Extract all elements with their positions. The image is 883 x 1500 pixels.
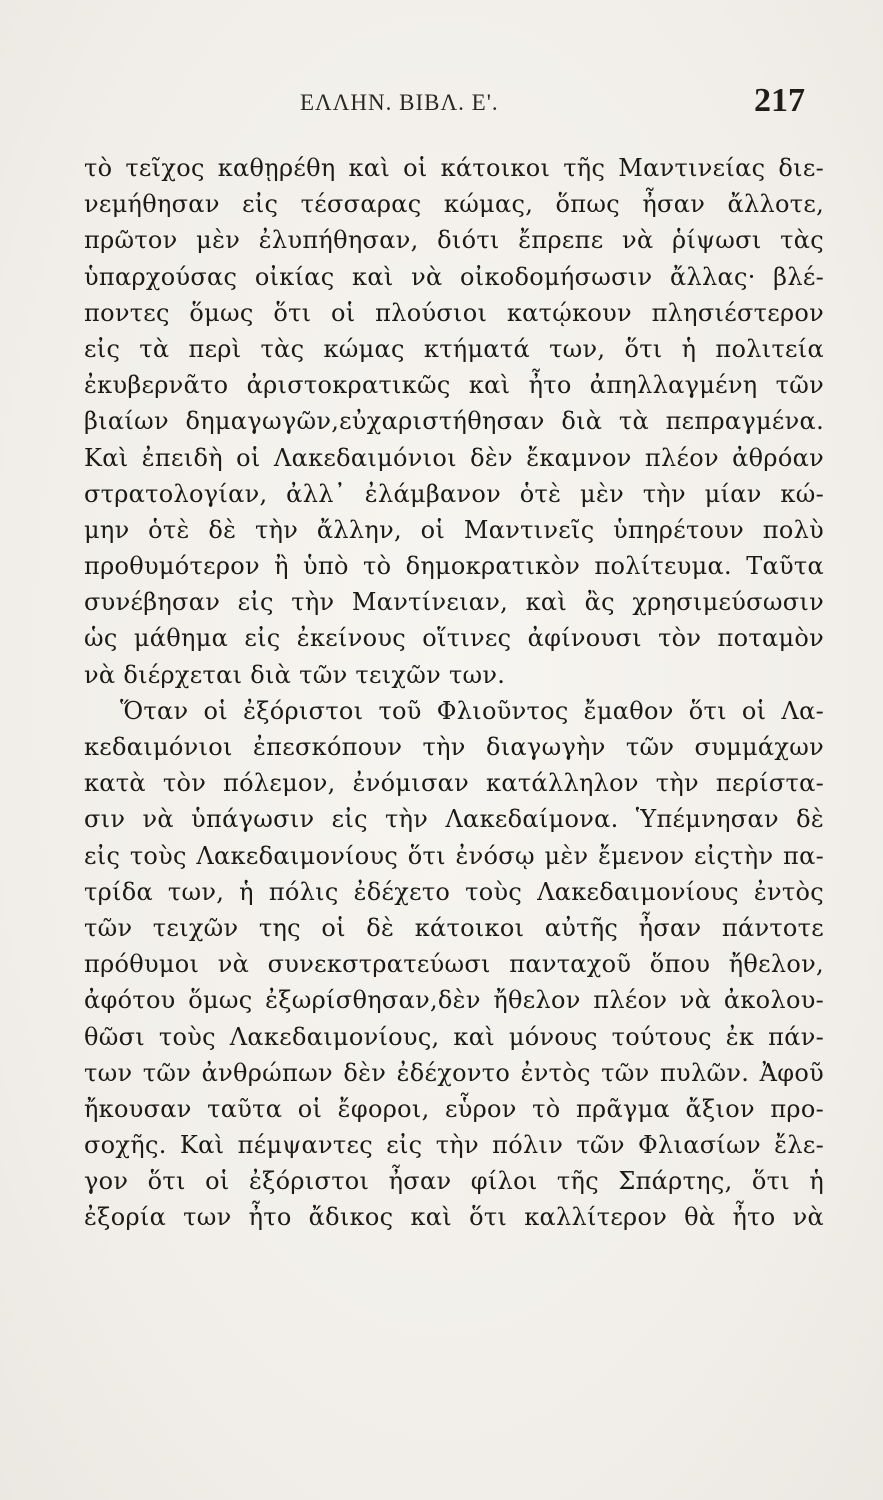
text-line: γον ὅτι οἱ ἐξόριστοι ἦσαν φίλοι τῆς Σπάρτης, ὅτι ἡ <box>84 1167 824 1196</box>
text-line: ὑπαρχούσας οἰκίας καὶ νὰ οἰκοδομήσωσιν ἄλλας· βλέ- <box>84 262 824 291</box>
text-line: Ὅταν οἱ ἐξόριστοι τοῦ Φλιοῦντος ἔμαθον ὅτι οἱ Λα- <box>120 696 824 725</box>
text-line: νεμήθησαν εἰς τέσσαρας κώμας, ὅπως ἦσαν ἄλλοτε, <box>84 190 824 219</box>
text-line: Καὶ ἐπειδὴ οἱ Λακεδαιμόνιοι δὲν ἔκαμνον πλέον ἀθρόαν <box>84 443 824 472</box>
text-line: πρόθυμοι νὰ συνεκστρατεύωσι πανταχοῦ ὅπου ἤθελον, <box>84 950 824 979</box>
text-line: μην ὁτὲ δὲ τὴν ἄλλην, οἱ Μαντινεῖς ὑπηρέτουν πολὺ <box>84 515 824 544</box>
text-line: ποντες ὅμως ὅτι οἱ πλούσιοι κατῴκουν πλησιέστερον <box>84 298 824 327</box>
text-line: στρατολογίαν, ἀλλ᾽ ἐλάμβανον ὁτὲ μὲν τὴν μίαν κώ- <box>84 479 824 508</box>
text-line: συνέβησαν εἰς τὴν Μαντίνειαν, καὶ ἂς χρησιμεύσωσιν <box>84 588 824 617</box>
text-line: εἰς τοὺς Λακεδαιμονίους ὅτι ἐνόσῳ μὲν ἔμενον εἰςτὴν πα- <box>84 841 824 870</box>
text-line: ὡς μάθημα εἰς ἐκείνους οἵτινες ἀφίνουσι τὸν ποταμὸν <box>84 624 824 653</box>
body-text <box>84 150 824 1236</box>
text-line: προθυμότερον ἢ ὑπὸ τὸ δημοκρατικὸν πολίτευμα. Ταῦτα <box>84 552 824 581</box>
text-line: σιν νὰ ὑπάγωσιν εἰς τὴν Λακεδαίμονα. Ὑπέμνησαν δὲ <box>84 805 824 834</box>
text-line: θῶσι τοὺς Λακεδαιμονίους, καὶ μόνους τούτους ἐκ πάν- <box>84 1022 824 1051</box>
text-line: κεδαιμόνιοι ἐπεσκόπουν τὴν διαγωγὴν τῶν συμμάχων <box>84 733 824 761</box>
text-line: ἀφότου ὅμως ἐξωρίσθησαν,δὲν ἤθελον πλέον νὰ ἀκολου- <box>84 986 824 1015</box>
text-line: των τῶν ἀνθρώπων δὲν ἐδέχοντο ἐντὸς τῶν πυλῶν. Ἀφοῦ <box>84 1058 824 1087</box>
text-line: κατὰ τὸν πόλεμον, ἐνόμισαν κατάλληλον τὴν περίστα- <box>84 769 824 798</box>
text-line: βιαίων δημαγωγῶν,εὐχαριστήθησαν διὰ τὰ πεπραγμένα. <box>84 407 824 436</box>
text-line: τρίδα των, ἡ πόλις ἐδέχετο τοὺς Λακεδαιμονίους ἐντὸς <box>84 877 824 906</box>
page-number: 217 <box>754 82 805 119</box>
text-line: ἤκουσαν ταῦτα οἱ ἔφοροι, εὗρον τὸ πρᾶγμα ἄξιον προ- <box>84 1094 824 1123</box>
running-title: ΕΛΛΗΝ. ΒΙΒΛ. Ε'. <box>300 90 499 115</box>
text-line: ἐξορία των ἦτο ἄδικος καὶ ὅτι καλλίτερον θὰ ἦτο νὰ <box>84 1203 824 1232</box>
running-header <box>0 82 883 122</box>
text-line: νὰ διέρχεται διὰ τῶν τειχῶν των. <box>84 660 506 689</box>
text-line: ἐκυβερνᾶτο ἀριστοκρατικῶς καὶ ἦτο ἀπηλλαγμένη τῶν <box>84 371 824 400</box>
text-line: τῶν τειχῶν της οἱ δὲ κάτοικοι αὐτῆς ἦσαν πάντοτε <box>84 913 824 942</box>
text-line: εἰς τὰ περὶ τὰς κώμας κτήματά των, ὅτι ἡ πολιτεία <box>84 334 824 363</box>
text-line: σοχῆς. Καὶ πέμψαντες εἰς τὴν πόλιν τῶν Φλιασίων ἔλε- <box>84 1131 824 1160</box>
text-line: πρῶτον μὲν ἐλυπήθησαν, διότι ἔπρεπε νὰ ῥίψωσι τὰς <box>84 226 824 255</box>
text-line: τὸ τεῖχος καθῃρέθη καὶ οἱ κάτοικοι τῆς Μαντινείας διε- <box>84 154 824 182</box>
